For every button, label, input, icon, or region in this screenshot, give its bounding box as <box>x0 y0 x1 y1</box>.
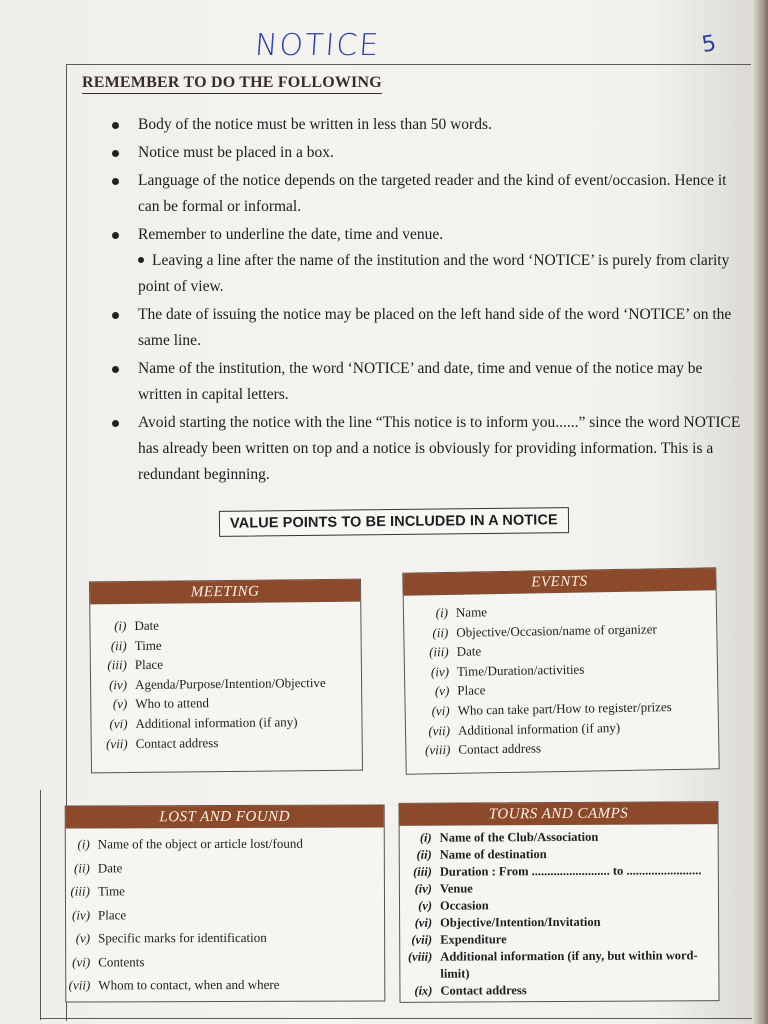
list-item <box>400 896 718 915</box>
item-number: (vi) <box>72 953 91 970</box>
item-number: (i) <box>114 618 127 634</box>
list-item <box>400 862 718 881</box>
handwritten-title: NOTICE <box>253 28 382 63</box>
item-text: Additional information (if any, but within word-limit) <box>440 948 698 981</box>
item-text: Name <box>455 604 488 620</box>
item-text: Duration : From ......................... to ........................ <box>439 863 702 879</box>
list-item: Avoid starting the notice with the line “This notice is to inform you......” since the word NOTICE has already been written on top and a notice is obviously for providing information. This is a redundant beginning. <box>110 410 742 488</box>
item-text: Name of the Club/Association <box>439 829 599 845</box>
box-title: TOURS AND CAMPS <box>399 802 717 826</box>
list-item: Notice must be placed in a box. <box>110 140 742 166</box>
list-item <box>406 735 718 760</box>
item-number: (iii) <box>70 883 90 899</box>
remember-heading: REMEMBER TO DO THE FOLLOWING <box>82 74 382 94</box>
item-number: (iv) <box>71 906 91 923</box>
item-text: Objective/Occasion/name of organizer <box>456 620 657 640</box>
item-number: (ii) <box>416 847 432 862</box>
item-number: (viii) <box>424 742 451 758</box>
item-number: (viii) <box>407 949 433 964</box>
list-item <box>400 879 718 898</box>
item-number: (vii) <box>105 735 128 751</box>
box-list <box>400 824 719 1000</box>
item-text: Place <box>134 656 164 673</box>
box-title: MEETING <box>90 580 360 605</box>
sub-bullet-dot <box>138 257 144 263</box>
item-number: (iv) <box>414 881 432 896</box>
tours-and-camps-box <box>398 801 719 1003</box>
item-text: Objective/Intention/Invitation <box>440 914 601 930</box>
list-item <box>66 972 384 997</box>
list-item: Name of the institution, the word ‘NOTICE’ and date, time and venue of the notice may be written in capital letters. <box>110 356 742 408</box>
item-text: Contact address <box>458 740 542 757</box>
item-text: Date <box>456 643 482 660</box>
box-title: EVENTS <box>403 568 715 595</box>
item-text: Expenditure <box>440 932 507 947</box>
item-text: Who can take part/How to register/prizes <box>457 699 672 718</box>
item-number: (vi) <box>109 716 128 732</box>
item-text: Occasion <box>439 898 489 913</box>
item-number: (v) <box>418 898 433 913</box>
sub-list-item: Leaving a line after the name of the institution and the word ‘NOTICE’ is purely from clarity point of view. <box>138 252 730 295</box>
item-text: Who to attend <box>135 695 210 712</box>
events-box <box>402 567 719 774</box>
list-item <box>400 930 718 949</box>
item-text: Additional information (if any) <box>135 714 298 731</box>
item-number: (vii) <box>411 932 433 947</box>
item-text: Time <box>97 883 125 899</box>
item-number: (iv) <box>430 663 450 680</box>
item-number: (vi) <box>431 702 450 719</box>
item-number: (v) <box>112 696 128 712</box>
box-list <box>66 827 385 997</box>
list-item <box>66 902 384 927</box>
item-text: Name of the object or article lost/found <box>97 835 303 852</box>
list-item <box>400 981 718 1000</box>
item-text: Additional information (if any) <box>457 719 621 738</box>
item-text: Contact address <box>440 983 527 998</box>
item-text: Date <box>97 859 123 875</box>
item-number: (vii) <box>68 977 91 993</box>
item-text: Time/Duration/activities <box>456 661 585 679</box>
list-item <box>66 831 384 856</box>
meeting-box <box>89 579 363 774</box>
item-number: (iii) <box>429 644 449 660</box>
item-text: Time <box>134 637 162 653</box>
item-text: Contact address <box>135 734 219 751</box>
item-number: (iii) <box>413 864 432 879</box>
list-item: Body of the notice must be written in less than 50 words. <box>110 112 742 138</box>
lost-and-found-box <box>65 804 386 1002</box>
list-item <box>66 949 384 974</box>
list-item: Remember to underline the date, time and venue. Leaving a line after the name of the institution and the word ‘NOTICE’ is purely from clarity point of view. <box>110 222 742 300</box>
list-item: The date of issuing the notice may be placed on the left hand side of the word ‘NOTICE’ on the same line. <box>110 302 742 354</box>
item-number: (v) <box>434 683 450 699</box>
item-number: (v) <box>75 930 91 946</box>
item-number: (iii) <box>107 657 127 673</box>
item-text: Specific marks for identification <box>98 929 267 946</box>
item-number: (ii) <box>110 637 127 653</box>
item-number: (i) <box>77 836 90 852</box>
item-text: Place <box>98 906 127 922</box>
list-item <box>66 878 384 903</box>
list-item: Language of the notice depends on the targeted reader and the kind of event/occasion. Hence it can be formal or informal. <box>110 168 742 220</box>
item-number: (vi) <box>414 915 433 930</box>
handwritten-mark: 5 <box>699 30 719 59</box>
item-number: (vii) <box>428 722 451 738</box>
item-number: (i) <box>419 830 432 845</box>
list-item <box>66 855 384 880</box>
item-number: (iv) <box>108 676 128 693</box>
box-title: LOST AND FOUND <box>66 805 384 828</box>
value-points-heading: VALUE POINTS TO BE INCLUDED IN A NOTICE <box>219 507 569 537</box>
box-list <box>404 590 719 760</box>
item-text: Venue <box>439 881 473 896</box>
box-list <box>90 602 362 754</box>
list-item <box>400 947 718 983</box>
page-frame-left <box>40 790 41 1020</box>
item-text: Whom to contact, when and where <box>98 976 280 993</box>
item-text: Agenda/Purpose/Intention/Objective <box>135 674 326 692</box>
item-number: (ii) <box>73 859 90 876</box>
item-number: (ii) <box>432 624 449 640</box>
list-item <box>92 731 362 753</box>
remember-list <box>110 112 742 490</box>
item-text: Date <box>134 617 160 633</box>
list-item <box>400 913 718 932</box>
list-item <box>400 845 718 864</box>
page-frame-bottom <box>40 1018 752 1019</box>
item-number: (i) <box>435 604 449 621</box>
item-number: (ix) <box>414 983 433 998</box>
item-text: Contents <box>98 953 145 969</box>
page-edge <box>754 0 768 1024</box>
item-text: Name of destination <box>439 847 547 862</box>
list-item <box>66 925 384 950</box>
list-item <box>400 828 718 847</box>
item-text: Place <box>457 682 486 699</box>
